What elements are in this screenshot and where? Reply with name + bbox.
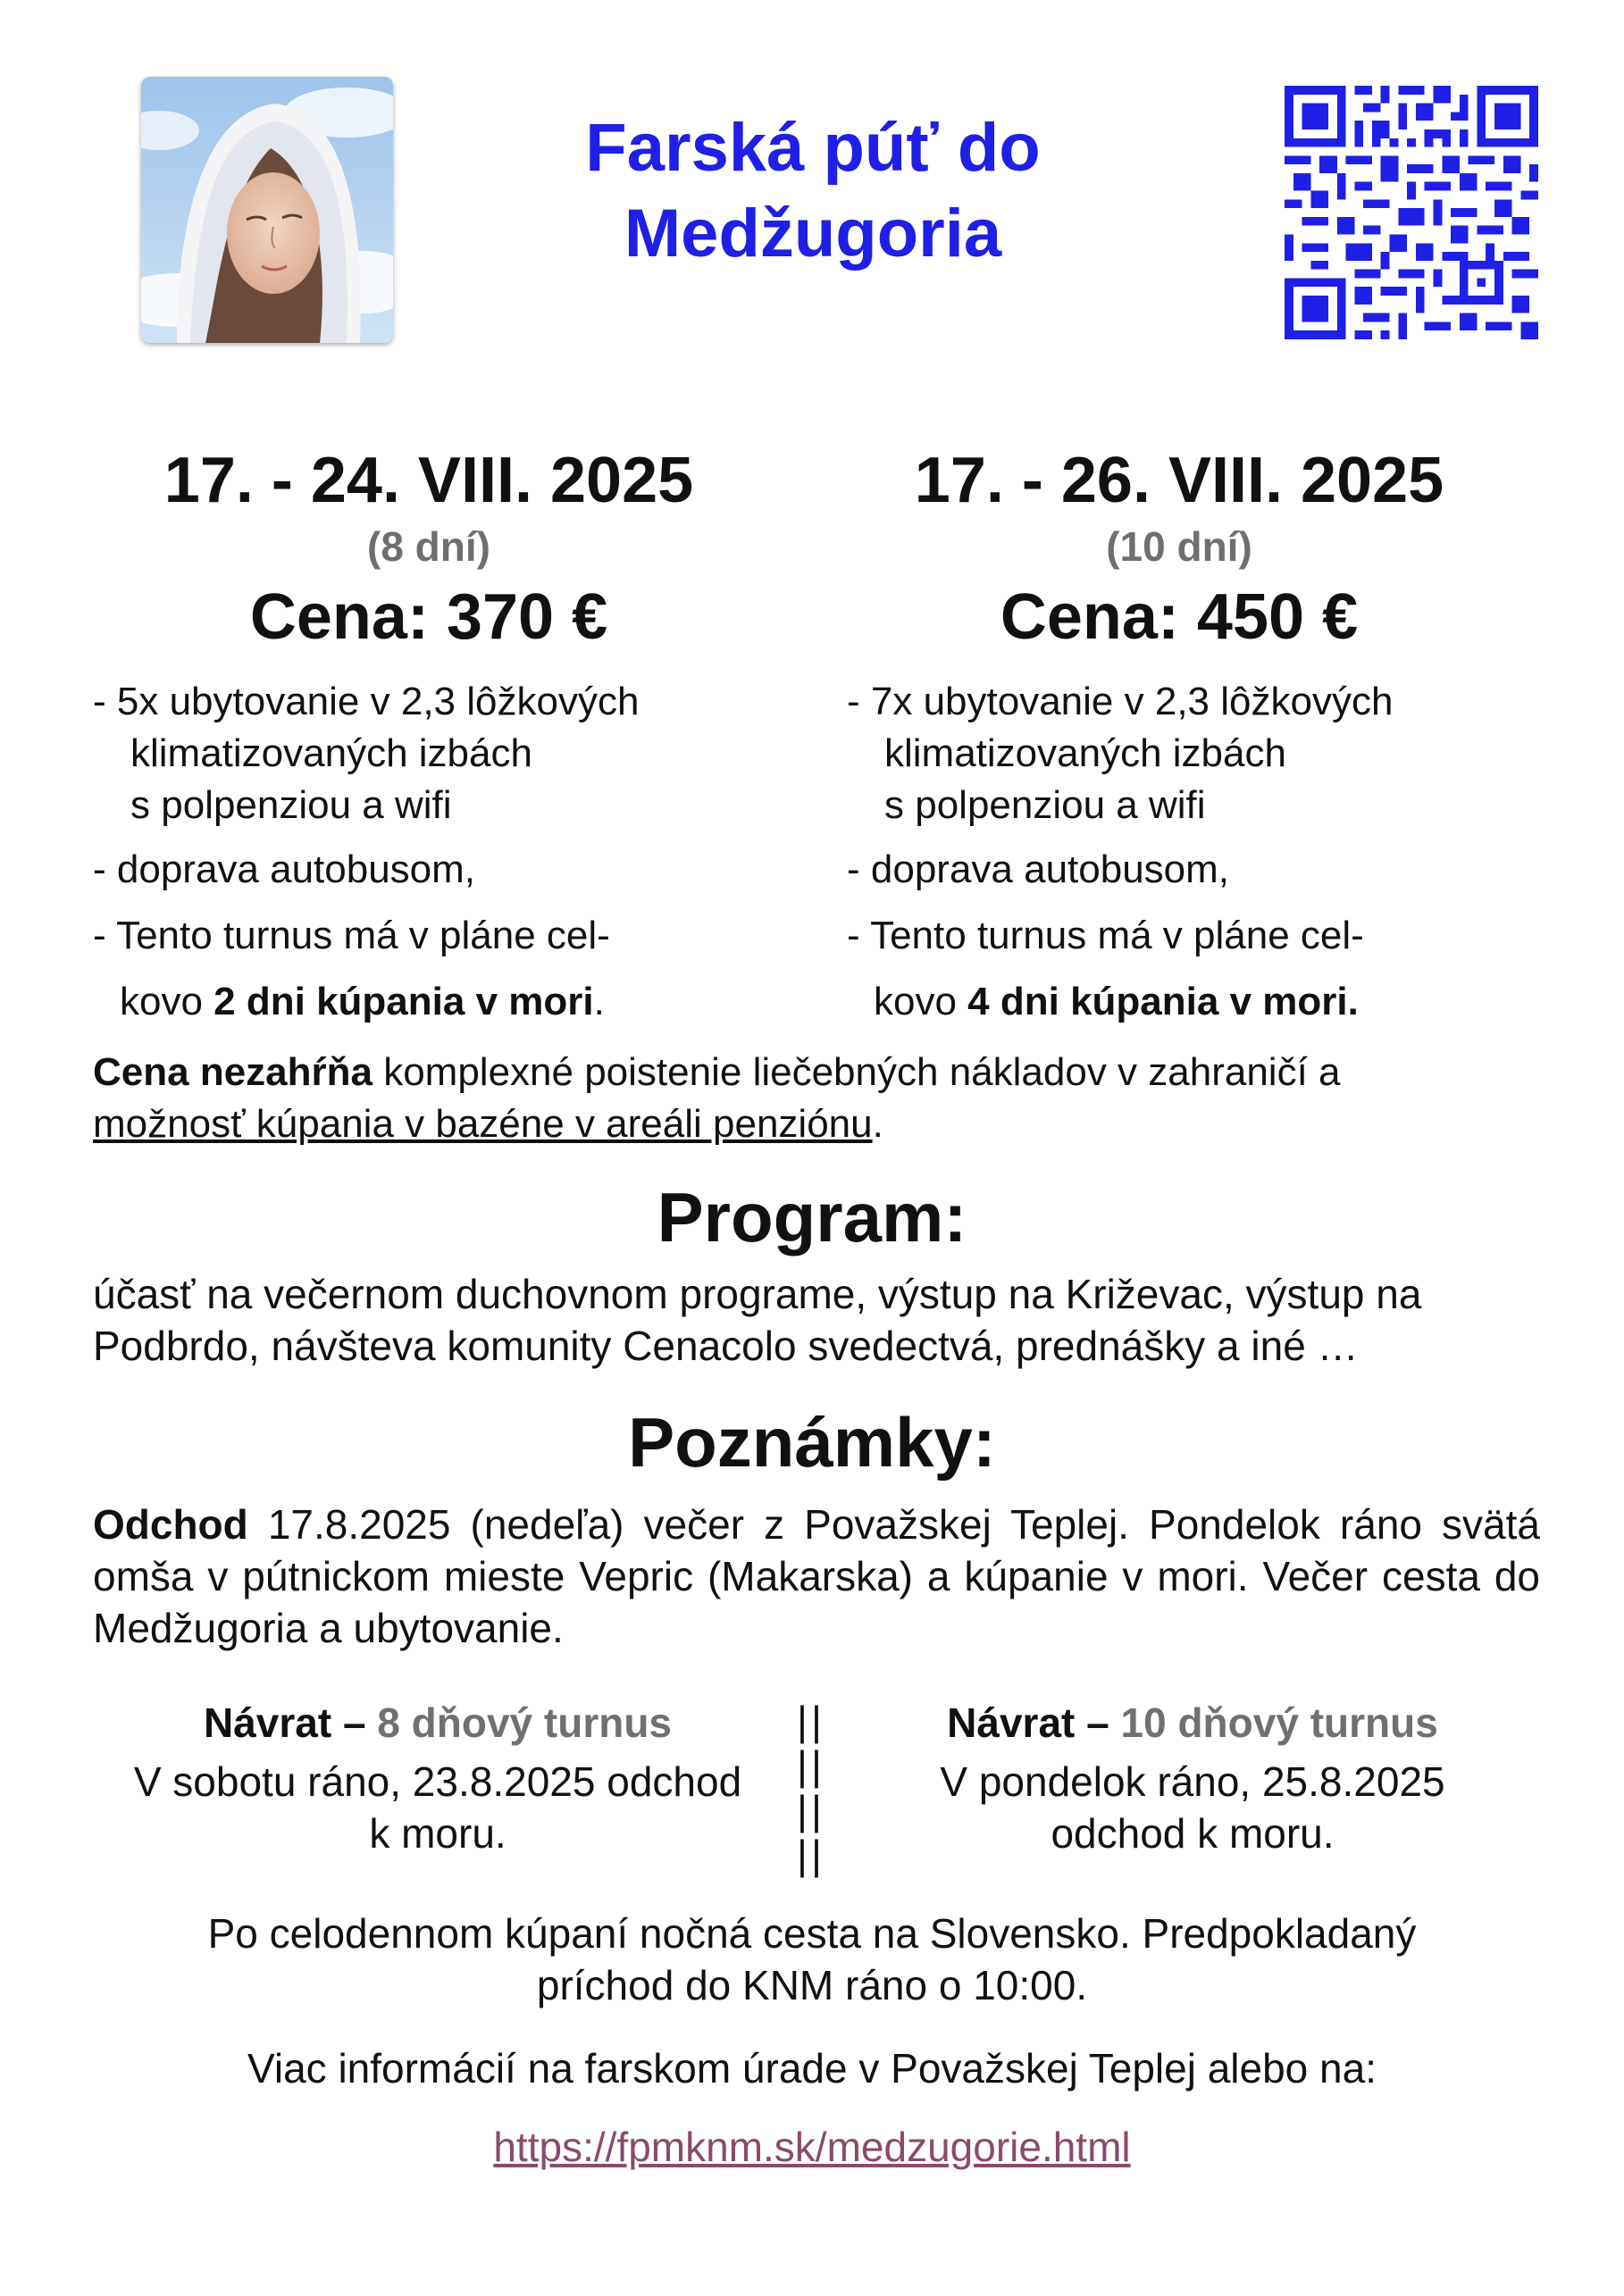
accommodation-line-3: s polpenziou a wifi — [884, 783, 1206, 827]
title-line-2: Medžugoria — [624, 196, 1002, 271]
title-line-1: Farská púť do — [585, 110, 1041, 186]
accommodation-line-2: klimatizovaných izbách — [884, 731, 1286, 775]
price-note: Cena nezahŕňa komplexné poistenie liečebných nákladov v zahraničí a možnosť kúpania v bazéne v areáli penziónu. — [93, 1050, 1341, 1146]
price-note-underlined: možnosť kúpania v bazéne v areáli penziónu — [93, 1102, 873, 1146]
return-line-1: V pondelok ráno, 25.8.2025 — [940, 1758, 1445, 1805]
night-trip-line-1: Po celodennom kúpaní nočná cesta na Slovensko. Predpokladaný — [207, 1910, 1417, 1957]
plan-line-1: - Tento turnus má v pláne cel- — [93, 914, 610, 957]
plan-line-2: kovo 4 dni kúpania v mori. — [874, 980, 1359, 1023]
return-line-1: V sobotu ráno, 23.8.2025 odchod — [133, 1758, 742, 1805]
program-text: účasť na večernom duchovnom programe, výstup na Križevac, výstup na Podbrdo, návšteva komunity Cenacolo svedectvá, prednášky a iné … — [93, 1271, 1422, 1369]
plan-line-2: kovo 2 dni kúpania v mori. — [120, 980, 605, 1023]
accommodation-line-1: - 7x ubytovanie v 2,3 lôžkových — [847, 680, 1394, 723]
return-8-days — [80, 1697, 795, 1859]
plan-line-1: - Tento turnus má v pláne cel- — [847, 914, 1364, 957]
trip-details — [93, 676, 639, 1028]
return-line-2: k moru. — [369, 1810, 506, 1857]
trip-8-days — [54, 0, 804, 1036]
website-link[interactable]: https://fpmknm.sk/medzugorie.html — [493, 2124, 1131, 2170]
info-text: Viac informácií na farskom úrade v Považskej Teplej alebo na: — [247, 2045, 1377, 2091]
return-line-2: odchod k moru. — [1051, 1810, 1335, 1857]
accommodation-line-1: - 5x ubytovanie v 2,3 lôžkových — [93, 680, 640, 723]
website-link-row — [0, 2121, 1624, 2173]
notes-bold: Odchod — [93, 1501, 248, 1548]
notes-text: Odchod 17.8.2025 (nedeľa) večer z Považskej Teplej. Pondelok ráno svätá omša v pútnickom mieste Vepric (Makarska) a kúpanie v mori. Večer cesta do Medžugoria a ubytovanie. — [93, 1501, 1540, 1651]
return-title: Návrat – 10 dňový turnus — [947, 1699, 1438, 1746]
column-separator: || || || || — [797, 1698, 825, 1878]
trip-details — [847, 676, 1393, 1028]
transport-line: - doprava autobusom, — [93, 847, 476, 891]
trip-date: 17. - 26. VIII. 2025 — [914, 445, 1444, 516]
accommodation-line-3: s polpenziou a wifi — [130, 783, 452, 827]
notes-heading: Poznámky: — [628, 1403, 996, 1482]
program-heading: Program: — [657, 1178, 967, 1257]
price-note-bold: Cena nezahŕňa — [93, 1050, 373, 1094]
trip-days: (10 dní) — [1106, 523, 1252, 570]
trip-10-days — [804, 0, 1554, 1036]
return-title: Návrat – 8 dňový turnus — [203, 1699, 673, 1746]
trip-price: Cena: 370 € — [249, 581, 608, 653]
night-trip-text — [0, 1908, 1624, 2011]
trip-date: 17. - 24. VIII. 2025 — [163, 445, 694, 516]
transport-line: - doprava autobusom, — [847, 847, 1230, 891]
return-10-days — [835, 1697, 1550, 1859]
price-note-text: komplexné poistenie liečebných nákladov v zahraničí a — [372, 1050, 1341, 1094]
trip-days: (8 dní) — [367, 523, 490, 570]
trip-price: Cena: 450 € — [1000, 581, 1359, 653]
accommodation-line-2: klimatizovaných izbách — [130, 731, 532, 775]
night-trip-line-2: príchod do KNM ráno o 10:00. — [536, 1962, 1088, 2008]
